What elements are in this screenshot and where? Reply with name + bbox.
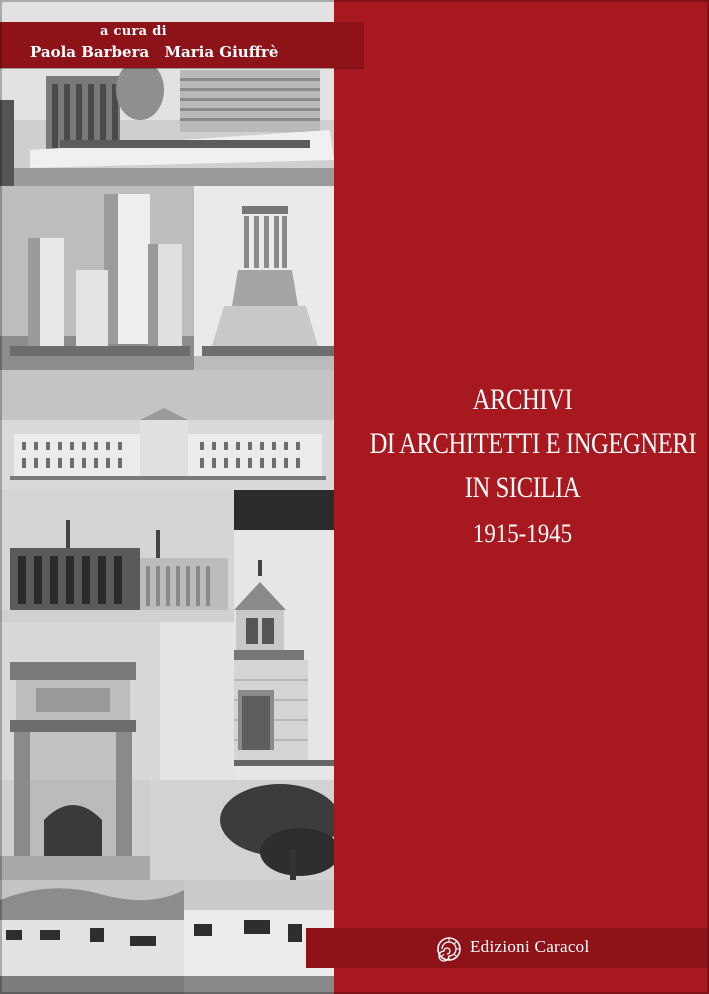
modernist-houses-drawing: [0, 880, 184, 994]
editor-names: [30, 43, 288, 61]
editors-banner: [0, 22, 364, 68]
title-line: ARCHIVI: [472, 383, 573, 416]
title-years: 1915-1945: [472, 519, 573, 548]
palace-facade-drawing: [0, 370, 334, 490]
publisher-name: Edizioni Caracol: [470, 937, 590, 956]
circular-monument-drawing: [194, 186, 334, 370]
chapel-facade-drawing: [234, 530, 334, 780]
industrial-building-drawing: [0, 490, 234, 622]
architectural-drawings-collage: [0, 0, 334, 994]
editor-prefix: a cura di: [100, 24, 167, 39]
editor-name: Maria Giuffrè: [164, 43, 279, 61]
publisher-banner: [306, 928, 709, 968]
arched-doorway-drawing: [0, 780, 150, 880]
title-line: IN SICILIA: [464, 471, 581, 504]
monumental-towers-drawing: [0, 186, 194, 370]
book-title: [336, 378, 709, 554]
title-line: DI ARCHITETTI E INGEGNERI: [369, 427, 697, 460]
ammonite-shell-icon: [436, 936, 462, 962]
neoclassical-portal-drawing: [0, 622, 234, 780]
editor-name: Paola Barbera: [30, 43, 150, 61]
